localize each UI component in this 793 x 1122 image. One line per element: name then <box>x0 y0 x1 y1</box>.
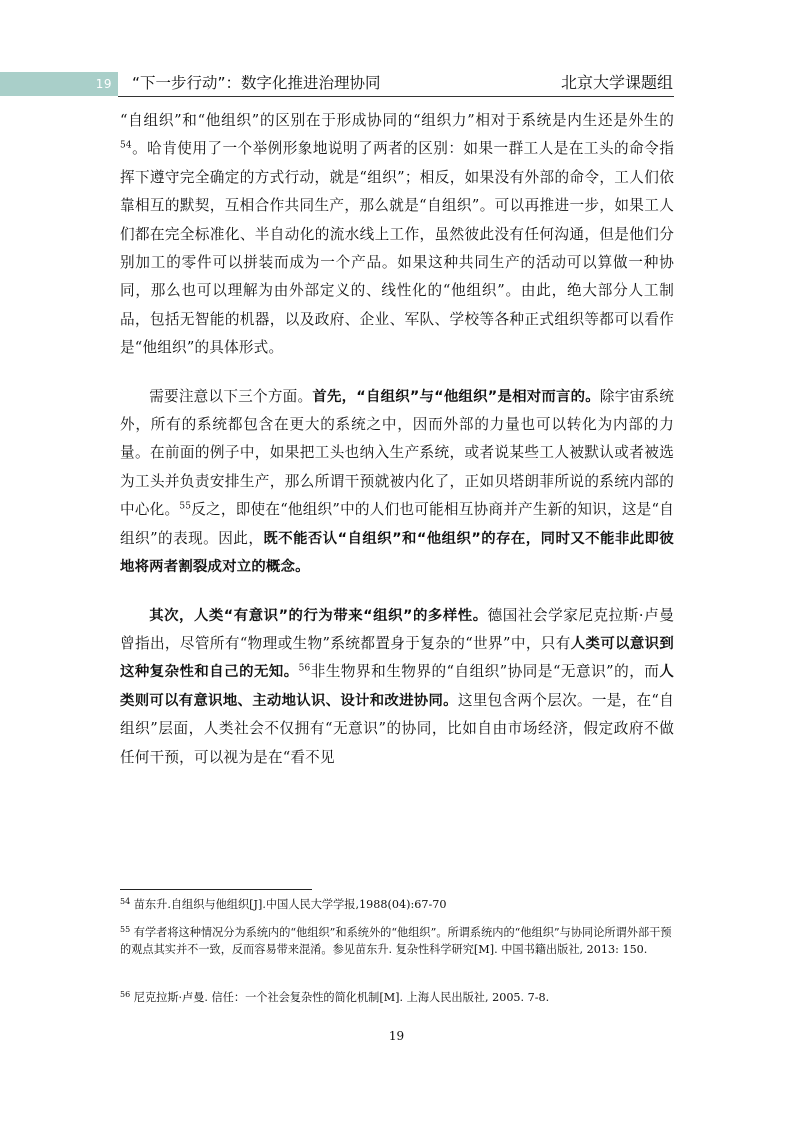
footnote-text: 苗东升.自组织与他组织[J].中国人民大学学报,1988(04):67-70 <box>133 898 447 911</box>
page-number-tab: 19 <box>0 72 118 96</box>
footnote-number: 54 <box>120 897 131 906</box>
body-text <box>120 107 674 772</box>
p3-text-2: 非生物界和生物界的“自组织”协同是“无意识”的，而 <box>310 663 660 681</box>
p2-bold-2: 既不能否认“自组织”和“他组织”的存在，同时又不能非此即彼地将两者割裂成对立的概念。 <box>120 530 674 576</box>
footnote-54 <box>120 897 676 914</box>
p3-bold-1: 其次，人类“有意识”的行为带来“组织”的多样性。 <box>149 607 488 624</box>
p2-text-1: 需要注意以下三个方面。 <box>149 387 313 405</box>
p2-text-2: 除宇宙系统外，所有的系统都包含在更大的系统之中，因而外部的力量也可以转化为内部的力量。在前面的例子中，如果把工头也纳入生产系统，或者说某些工人被默认或者被选为工头并负责安排生产，那么所谓干预就被内化了，正如贝塔朗菲所说的系统内部的中心化。 <box>120 387 674 519</box>
footnote-number: 55 <box>120 925 131 934</box>
p2-bold-1: 首先，“自组织”与“他组织”是相对而言的。 <box>312 388 600 405</box>
footnote-ref-55[interactable]: 55 <box>179 501 192 512</box>
footnote-ref-54[interactable]: 54 <box>120 141 132 152</box>
footnote-56 <box>120 990 676 1007</box>
p1-text-2: 。哈肯使用了一个举例形象地说明了两者的区别：如果一群工人是在工头的命令指挥下遵守完全确定的方式行动，就是“组织”；相反，如果没有外部的命令，工人们依靠相互的默契，互相合作共同生产，那么就是“自组织”。可以再推进一步，如果工人们都在完全标准化、半自动化的流水线上工作，虽然彼此没有任何沟通，但是他们分别加工的零件可以拼装而成为一个产品。如果这种共同生产的活动可以算做一种协同，那么也可以理解为由外部定义的、线性化的“他组织”。由此，绝大部分人工制品，包括无智能的机器，以及政府、企业、军队、学校等各种正式组织等都可以看作是“他组织”的具体形式。 <box>120 140 674 357</box>
p3-bold-2: 人类可以意识到这种复杂性和自己的无知。 <box>120 635 675 681</box>
p2-text-3: 反之，即使在“他组织”中的人们也可能相互协商并产生新的知识，这是“自组织”的表现。因此， <box>120 501 674 547</box>
running-header-organization: 北京大学课题组 <box>560 73 673 92</box>
header-rule <box>118 96 674 97</box>
footnote-55 <box>120 925 676 958</box>
running-header-title: “下一步行动”：数字化推进治理协同 <box>132 74 381 92</box>
footnote-text: 尼克拉斯·卢曼. 信任：一个社会复杂性的简化机制[M]. 上海人民出版社, 2005. 7-8. <box>133 991 550 1004</box>
page-number: 19 <box>388 1029 405 1043</box>
footnote-number: 56 <box>120 990 131 999</box>
p3-text-1: 德国社会学家尼克拉斯·卢曼曾指出，尽管所有“物理或生物”系统都置身于复杂的“世界”中，只有 <box>120 606 674 652</box>
paragraph-1 <box>120 107 674 363</box>
footnote-ref-56[interactable]: 56 <box>298 663 311 674</box>
p3-text-3: 这里包含两个层次。一是，在“自组织”层面，人类社会不仅拥有“无意识”的协同，比如自由市场经济，假定政府不做任何干预，可以视为是在“看不见 <box>120 691 674 766</box>
p3-bold-3: 人类则可以有意识地、主动地认识、设计和改进协同。 <box>120 664 674 709</box>
p1-text-1: “自组织”和“他组织”的区别在于形成协同的“组织力”相对于系统是内生还是外生的 <box>120 112 674 129</box>
paragraph-3 <box>120 602 674 772</box>
paragraph-2 <box>120 383 674 582</box>
footnote-rule <box>120 889 312 890</box>
footnote-text: 有学者将这种情况分为系统内的“他组织”和系统外的“他组织”。所谓系统内的“他组织”与协同论所谓外部干预的观点其实并不一致，反而容易带来混淆。参见苗东升. 复杂性科学研究[M]. 中国书籍出版社, 2013: 150. <box>120 926 672 956</box>
